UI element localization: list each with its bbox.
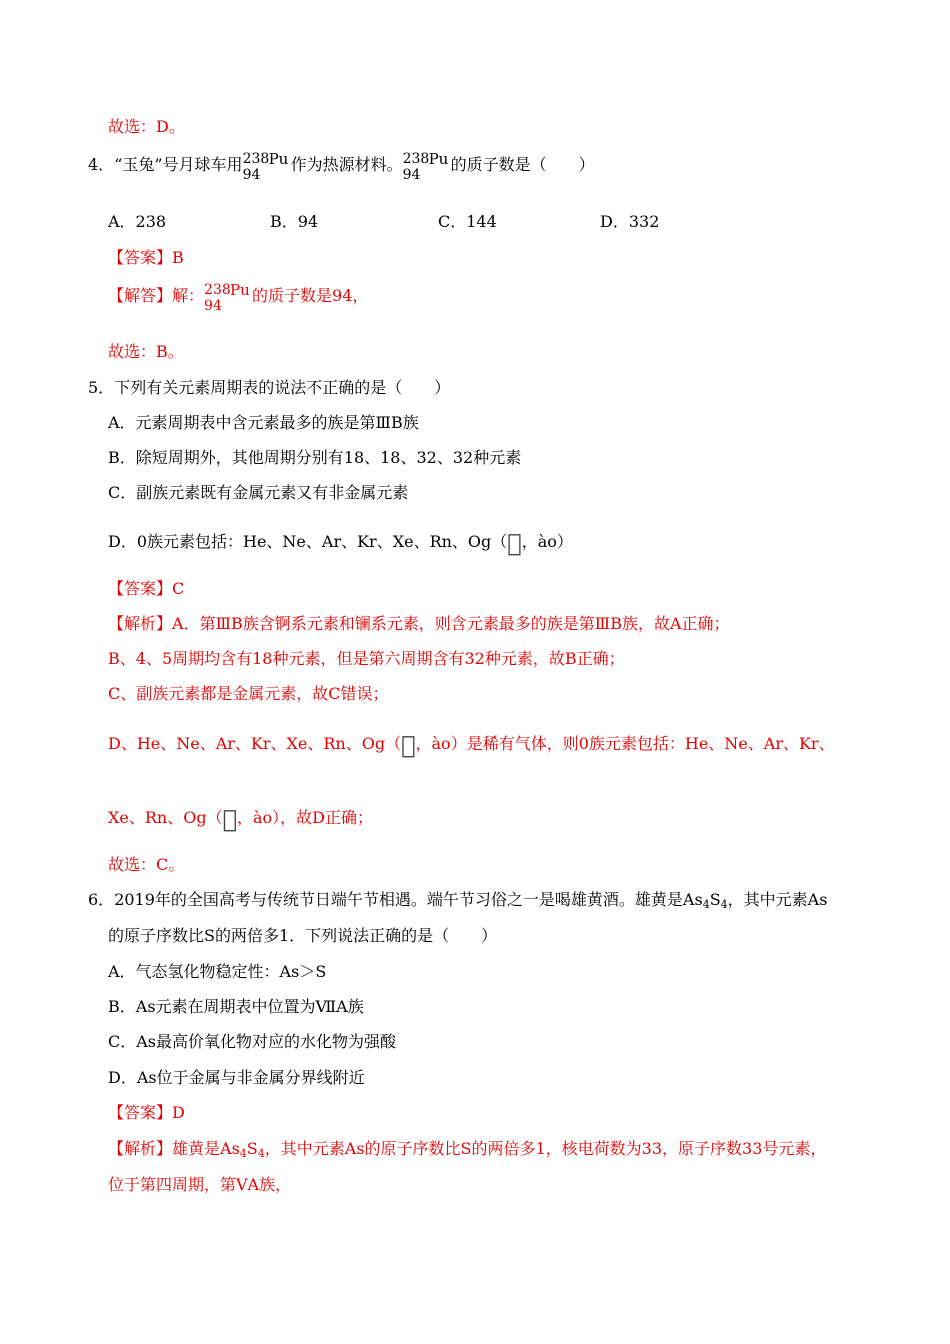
question-5-analysis-c: C、副族元素都是金属元素，故C错误； [108, 684, 389, 703]
question-5-answer: 【答案】C [108, 579, 185, 598]
option-d: D．0族元素包括：He、Ne、Ar、Kr、Xe、Rn、Og（𰾏，ào） [108, 528, 573, 557]
question-5-analysis-d-line2: Xe、Rn、Og（𰾏，ào），故D正确； [108, 804, 373, 833]
prev-choice-line: 故选：D。 [108, 117, 185, 136]
og-character-image: 𰾏 [507, 528, 522, 557]
question-6-stem-line1: 6．2019年的全国高考与传统节日端午节相遇。端午节习俗之一是喝雄黄酒。雄黄是$As_4S_4$，其中元素As [88, 890, 828, 911]
og-character-image: 𰾏 [222, 804, 237, 833]
question-4-analysis: 【解答】解： 238 Pu 94 的质子数是94， [108, 281, 369, 314]
question-6-analysis-line1: 【解析】雄黄是$As_4S_4$，其中元素As的原子序数比S的两倍多1，核电荷数为33，原子序数33号元素， [108, 1139, 827, 1160]
option-d: D．332 [600, 212, 660, 231]
option-c: C．144 [438, 212, 497, 231]
option-b: B．94 [270, 212, 319, 231]
option-a: A．气态氢化物稳定性：As＞S [108, 962, 327, 981]
question-5-analysis-a: 【解析】A．第ⅢB族含锕系元素和镧系元素，则含元素最多的族是第ⅢB族，故A正确； [108, 614, 730, 633]
question-4-stem: 4．“玉兔”号月球车用 238 Pu 94 作为热源材料。 238 Pu 94 的质子数是（ ） [88, 150, 595, 183]
option-b: B．除短周期外，其他周期分别有18、18、32、32种元素 [108, 448, 522, 467]
og-character-image: 𰾏 [401, 730, 416, 759]
question-5-choice: 故选：C。 [108, 855, 185, 874]
question-5-analysis-d-line1: D、He、Ne、Ar、Kr、Xe、Rn、Og（𰾏，ào）是稀有气体，则0族元素包括：He、Ne、Ar、Kr、 [108, 730, 835, 759]
option-b: B．As元素在周期表中位置为ⅦA族 [108, 997, 364, 1016]
question-5-analysis-b: B、4、5周期均含有18种元素，但是第六周期含有32种元素，故B正确； [108, 649, 625, 668]
question-6-stem-line2: 的原子序数比S的两倍多1．下列说法正确的是（ ） [108, 926, 498, 945]
option-a: A．238 [108, 212, 167, 231]
option-c: C．As最高价氧化物对应的水化物为强酸 [108, 1032, 397, 1051]
pu-238-nuclide: 238 Pu 94 [204, 281, 250, 314]
question-number: 6． [88, 890, 115, 909]
question-5-stem: 5．下列有关元素周期表的说法不正确的是（ ） [88, 378, 451, 397]
question-number: 4． [88, 155, 115, 174]
question-4-choice: 故选：B。 [108, 342, 184, 361]
question-number: 5． [88, 378, 115, 397]
option-d: D．As位于金属与非金属分界线附近 [108, 1068, 365, 1087]
pu-238-nuclide: 238 Pu 94 [242, 150, 289, 183]
question-6-answer: 【答案】D [108, 1103, 185, 1122]
option-c: C．副族元素既有金属元素又有非金属元素 [108, 483, 409, 502]
pu-238-nuclide: 238 Pu 94 [402, 150, 449, 183]
question-6-analysis-line2: 位于第四周期，第ⅤA族， [108, 1175, 292, 1194]
question-4-options [108, 212, 659, 232]
question-4-answer: 【答案】B [108, 248, 184, 267]
option-a: A．元素周期表中含元素最多的族是第ⅢB族 [108, 413, 419, 432]
